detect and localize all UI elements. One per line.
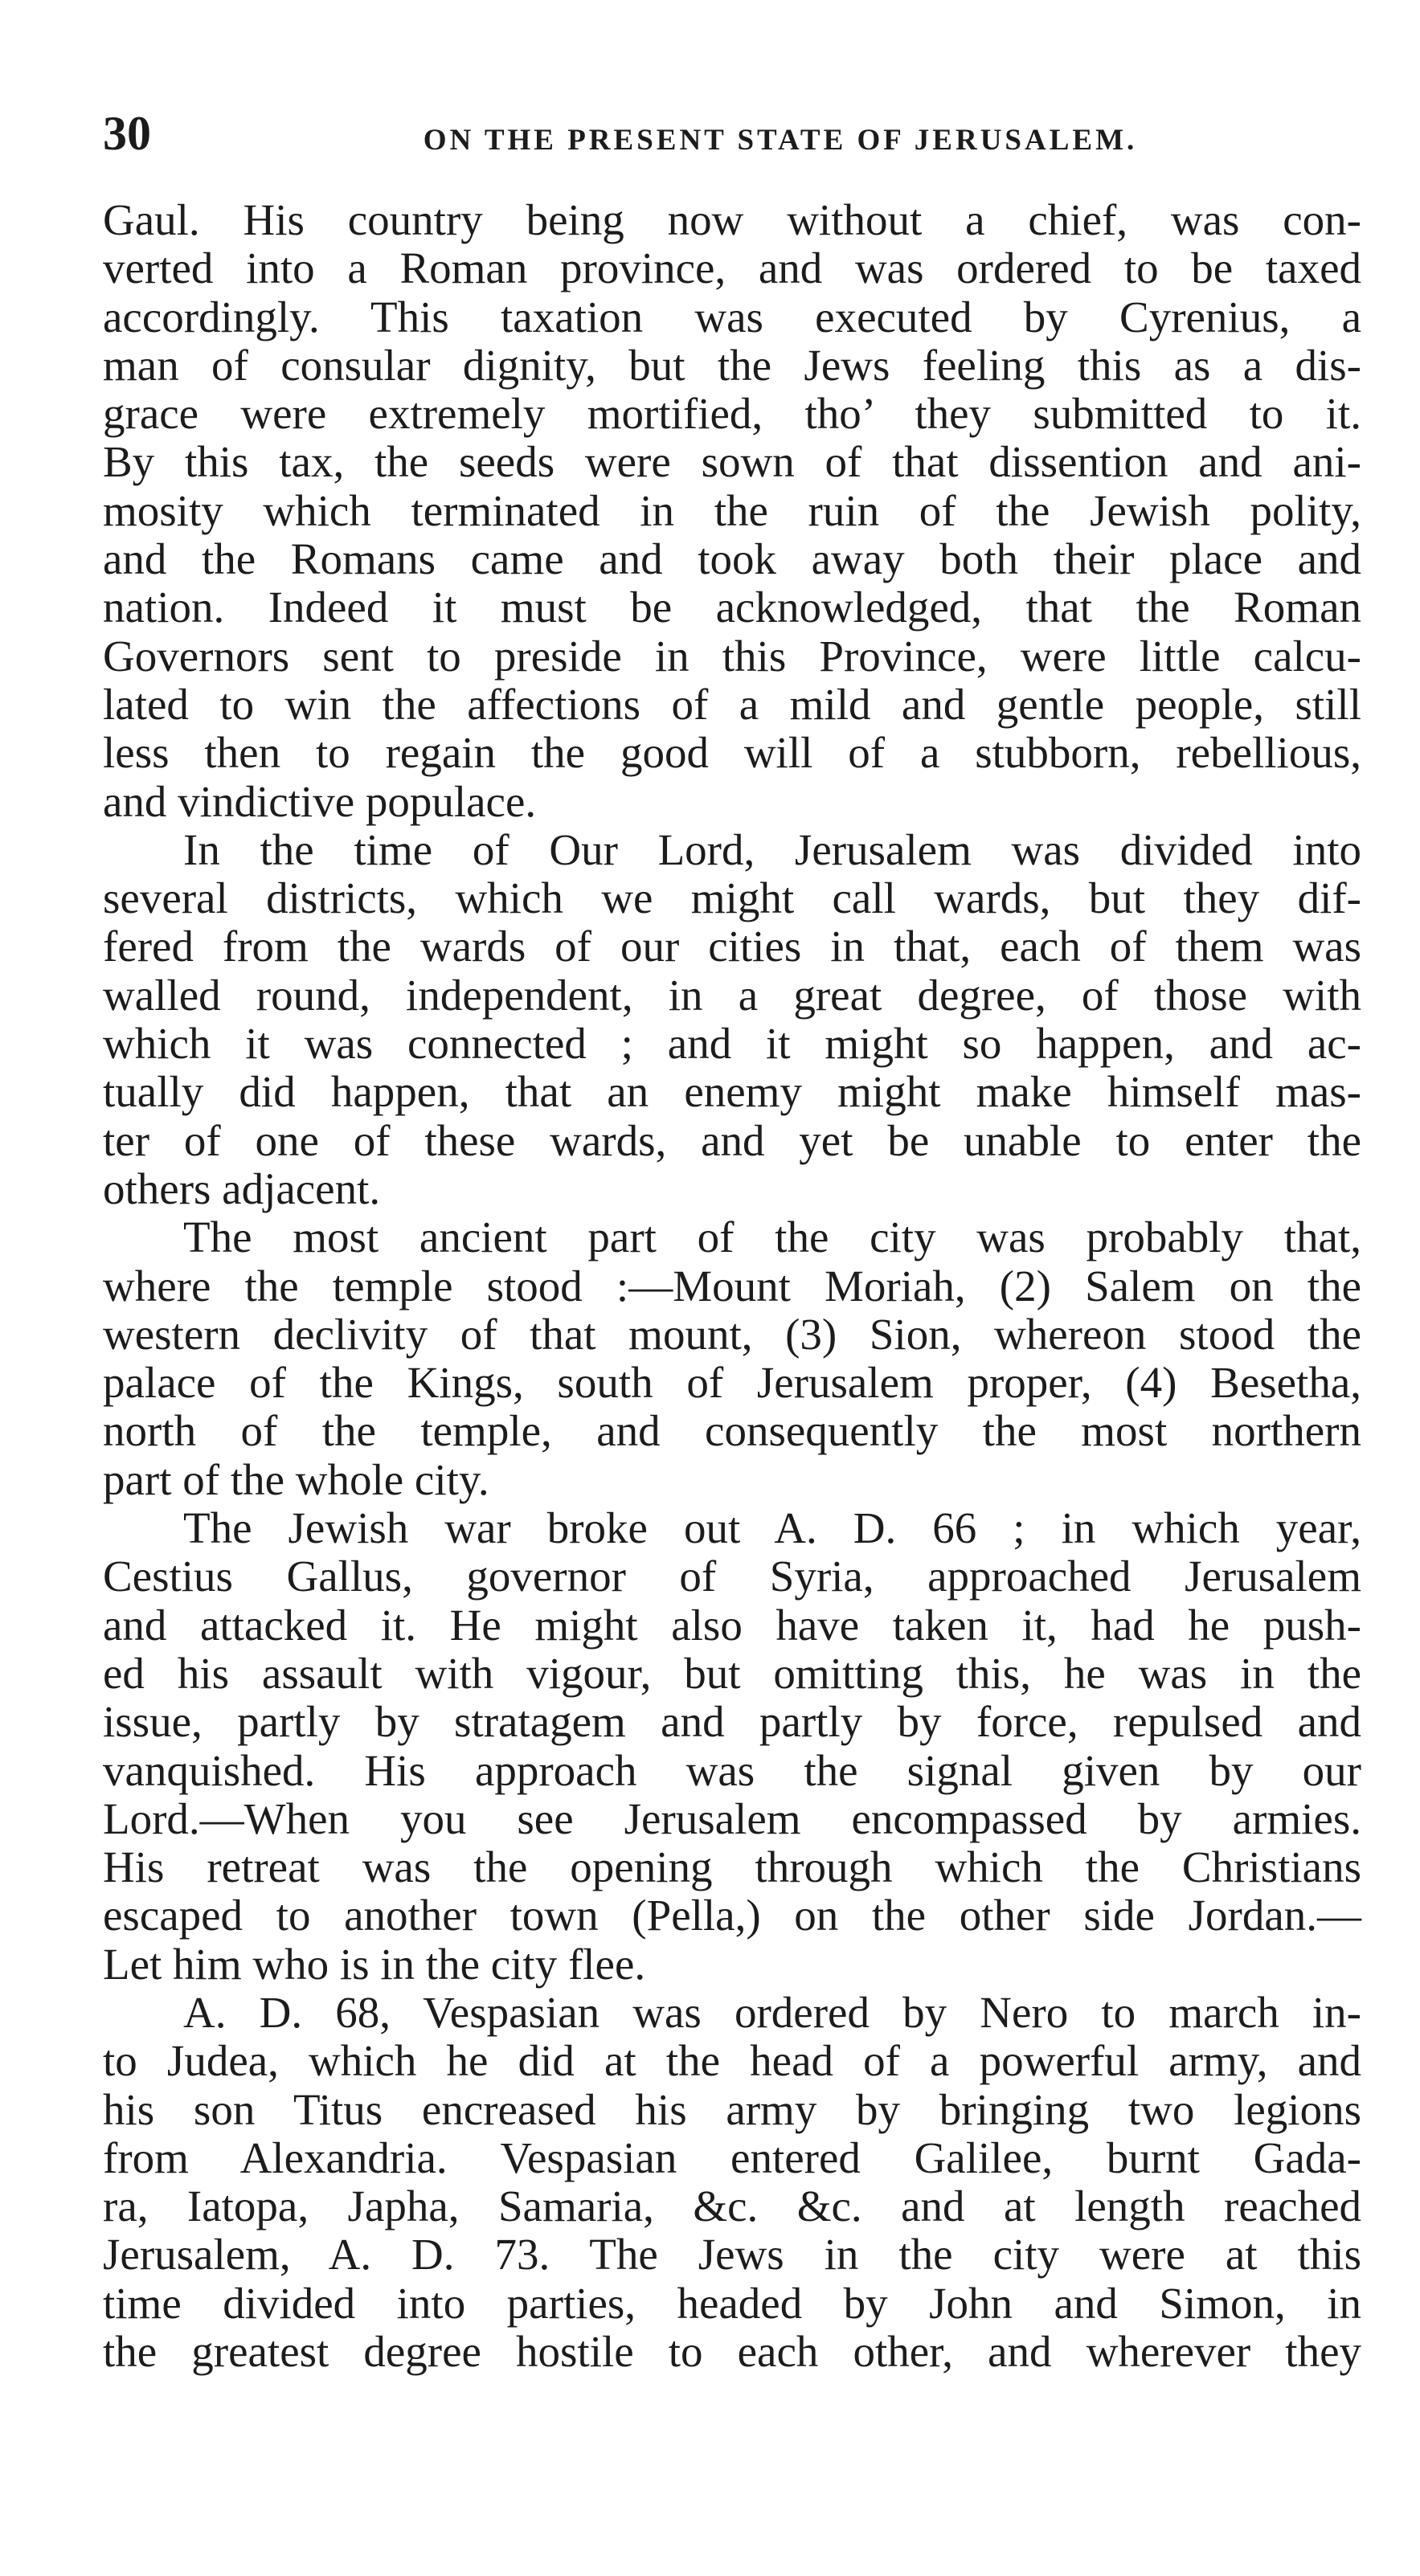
paragraph-first-line: The Jewish war broke out A. D. 66 ; in which year, <box>183 1503 1361 1553</box>
text-line: walled round, independent, in a great degree, of those with <box>103 970 1361 1020</box>
text-line: Gaul. His country being now without a chief, was con- <box>103 195 1361 244</box>
text-line: tually did happen, that an enemy might make himself mas- <box>103 1067 1361 1117</box>
text-line: nation. Indeed it must be acknowledged, that the Roman <box>103 583 1361 632</box>
text-line: man of consular dignity, but the Jews feeling this as a dis- <box>103 340 1361 390</box>
body-text <box>103 196 1361 2376</box>
text-line: escaped to another town (Pella,) on the other side Jordan.— <box>103 1891 1361 1940</box>
text-line: ed his assault with vigour, but omitting this, he was in the <box>103 1648 1361 1698</box>
running-head: ON THE PRESENT STATE OF JERUSALEM. <box>423 124 1138 157</box>
text-line: time divided into parties, headed by John and Simon, in <box>103 2278 1361 2328</box>
text-line: part of the whole city. <box>103 1454 489 1504</box>
paragraph-first-line: A. D. 68, Vespasian was ordered by Nero to march in- <box>183 1987 1361 2037</box>
text-line: north of the temple, and consequently the most northern <box>103 1406 1361 1456</box>
text-line: ra, Iatopa, Japha, Samaria, &c. &c. and at length reached <box>103 2181 1361 2231</box>
book-page <box>103 106 1361 2376</box>
text-line: and attacked it. He might also have taken it, had he push- <box>103 1600 1361 1650</box>
text-line: By this tax, the seeds were sown of that dissention and ani- <box>103 437 1361 487</box>
text-line: vanquished. His approach was the signal given by our <box>103 1745 1361 1795</box>
text-line: Cestius Gallus, governor of Syria, approached Jerusalem <box>103 1552 1361 1601</box>
text-line: Lord.—When you see Jerusalem encompassed by armies. <box>103 1793 1361 1843</box>
text-line: and the Romans came and took away both their place and <box>103 534 1361 584</box>
paragraph-first-line: In the time of Our Lord, Jerusalem was divided into <box>183 824 1361 874</box>
text-line: where the temple stood :—Mount Moriah, (2) Salem on the <box>103 1261 1361 1310</box>
text-line: from Alexandria. Vespasian entered Galilee, burnt Gada- <box>103 2132 1361 2182</box>
text-line: less then to regain the good will of a stubborn, rebellious, <box>103 728 1361 778</box>
text-line: the greatest degree hostile to each other, and wherever they <box>103 2327 1361 2377</box>
text-line: to Judea, which he did at the head of a powerful army, and <box>103 2036 1361 2086</box>
text-line: mosity which terminated in the ruin of the Jewish polity, <box>103 485 1361 535</box>
text-line: Jerusalem, A. D. 73. The Jews in the city were at this <box>103 2230 1361 2280</box>
text-line: western declivity of that mount, (3) Sion, whereon stood the <box>103 1309 1361 1359</box>
text-line: several districts, which we might call wards, but they dif- <box>103 873 1361 923</box>
text-line: ter of one of these wards, and yet be unable to enter the <box>103 1115 1361 1165</box>
text-line: lated to win the affections of a mild and gentle people, still <box>103 679 1361 729</box>
text-line: accordingly. This taxation was executed by Cyrenius, a <box>103 292 1361 341</box>
text-line: others adjacent. <box>103 1163 381 1213</box>
text-line: issue, partly by stratagem and partly by force, repulsed and <box>103 1697 1361 1747</box>
text-line: fered from the wards of our cities in that, each of them was <box>103 922 1361 971</box>
text-line: which it was connected ; and it might so happen, and ac- <box>103 1019 1361 1069</box>
text-line: his son Titus encreased his army by bringing two legions <box>103 2084 1361 2134</box>
text-line: verted into a Roman province, and was ordered to be taxed <box>103 243 1361 293</box>
page-header <box>103 106 1361 170</box>
text-line: Governors sent to preside in this Province, were little calcu- <box>103 631 1361 681</box>
page-number: 30 <box>103 107 151 160</box>
text-line: palace of the Kings, south of Jerusalem proper, (4) Besetha, <box>103 1358 1361 1408</box>
text-line: Let him who is in the city flee. <box>103 1939 646 1989</box>
text-line: grace were extremely mortified, tho’ they submitted to it. <box>103 389 1361 439</box>
text-line: His retreat was the opening through which the Christians <box>103 1842 1361 1892</box>
text-line: and vindictive populace. <box>103 776 537 826</box>
paragraph-first-line: The most ancient part of the city was probably that, <box>183 1212 1361 1262</box>
